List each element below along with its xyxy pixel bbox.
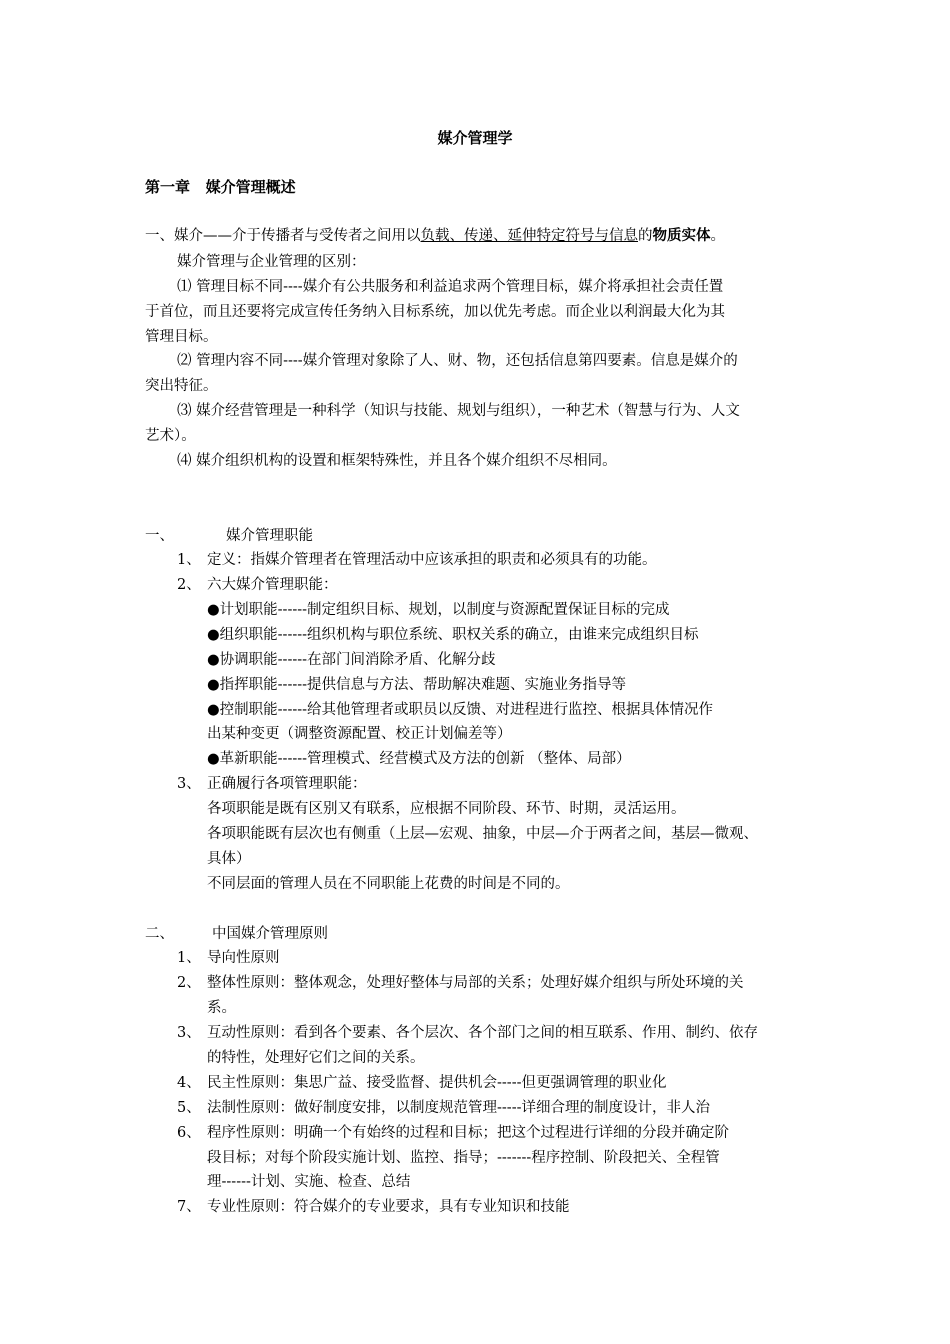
diff-line: ⑵ 管理内容不同----媒介管理对象除了人、财、物，还包括信息第四要素。信息是媒介的 [177, 353, 738, 369]
principle-number: 5、 [177, 1100, 201, 1116]
function-line: ●控制职能------给其他管理者或职员以反馈、对进程进行监控、根据具体情况作 [207, 702, 714, 718]
function-line: ●计划职能------制定组织目标、规划，以制度与资源配置保证目标的完成 [207, 602, 670, 618]
diff-line: 艺术）。 [145, 428, 196, 444]
principle-line: 导向性原则 [207, 950, 280, 966]
section1-title: 媒介管理职能 [226, 528, 313, 544]
diff-line: ⑴ 管理目标不同----媒介有公共服务和利益追求两个管理目标，媒介将承担社会责任置 [177, 279, 724, 295]
principle-line: 段目标；对每个阶段实施计划、监控、指导；-------程序控制、阶段把关、全程管 [207, 1150, 720, 1166]
definition-prefix: 一、媒介——介于传播者与受传者之间用以 [145, 228, 421, 244]
diff-line: ⑶ 媒介经营管理是一种科学（知识与技能、规划与组织），一种艺术（智慧与行为、人文 [177, 403, 740, 419]
section1-item-number: 2、 [177, 577, 201, 593]
principle-number: 1、 [177, 950, 201, 966]
definition-bold: 物质实体 [652, 227, 711, 244]
principle-number: 3、 [177, 1025, 201, 1041]
principle-line: 系。 [207, 1000, 236, 1016]
function-line: ●指挥职能------提供信息与方法、帮助解决难题、实施业务指导等 [207, 677, 627, 693]
item3-line: 具体） [207, 851, 251, 867]
definition-mid: 的 [638, 228, 653, 244]
document-title: 媒介管理学 [437, 129, 513, 147]
principle-line: 程序性原则：明确一个有始终的过程和目标；把这个过程进行详细的分段并确定阶 [207, 1125, 729, 1141]
section1-number: 一、 [145, 528, 174, 544]
section1-item-text: 定义：指媒介管理者在管理活动中应该承担的职责和必须具有的功能。 [207, 552, 657, 568]
diff-line: 管理目标。 [145, 329, 218, 345]
section1-item-number: 1、 [177, 552, 201, 568]
chapter-heading: 第一章 媒介管理概述 [145, 178, 296, 196]
function-line: ●组织职能------组织机构与职位系统、职权关系的确立，由谁来完成组织目标 [207, 627, 699, 643]
principle-number: 4、 [177, 1075, 201, 1091]
section1-item-text: 正确履行各项管理职能： [207, 776, 367, 792]
principle-line: 法制性原则：做好制度安排，以制度规范管理-----详细合理的制度设计，非人治 [207, 1100, 710, 1116]
media-definition [145, 226, 725, 246]
section2-title: 中国媒介管理原则 [212, 926, 328, 942]
principle-line: 互动性原则：看到各个要素、各个层次、各个部门之间的相互联系、作用、制约、依存 [207, 1025, 758, 1041]
diff-line: 突出特征。 [145, 378, 218, 394]
principle-line: 专业性原则：符合媒介的专业要求，具有专业知识和技能 [207, 1199, 570, 1215]
definition-end: 。 [710, 228, 725, 244]
diff-line: ⑷ 媒介组织机构的设置和框架特殊性，并且各个媒介组织不尽相同。 [177, 453, 617, 469]
principle-line: 整体性原则：整体观念，处理好整体与局部的关系；处理好媒介组织与所处环境的关 [207, 975, 744, 991]
diff-line: 于首位，而且还要将完成宣传任务纳入目标系统，加以优先考虑。而企业以利润最大化为其 [145, 304, 725, 320]
function-line: ●协调职能------在部门间消除矛盾、化解分歧 [207, 652, 496, 668]
section1-item-number: 3、 [177, 776, 201, 792]
item3-line: 各项职能是既有区别又有联系，应根据不同阶段、环节、时期，灵活运用。 [207, 801, 686, 817]
section2-number: 二、 [145, 926, 174, 942]
principle-number: 6、 [177, 1125, 201, 1141]
diff-title: 媒介管理与企业管理的区别： [177, 254, 366, 270]
principle-line: 民主性原则：集思广益、接受监督、提供机会-----但更强调管理的职业化 [207, 1075, 667, 1091]
principle-line: 的特性，处理好它们之间的关系。 [207, 1050, 425, 1066]
item3-line: 各项职能既有层次也有侧重（上层—宏观、抽象，中层—介于两者之间，基层—微观、 [207, 826, 758, 842]
principle-number: 7、 [177, 1199, 201, 1215]
definition-underlined: 负载、传递、延伸特定符号与信息 [420, 228, 638, 244]
principle-line: 理------计划、实施、检查、总结 [207, 1174, 411, 1190]
section1-item-text: 六大媒介管理职能： [207, 577, 338, 593]
function-line: ●革新职能------管理模式、经营模式及方法的创新 （整体、局部） [207, 751, 631, 767]
function-line: 出某种变更（调整资源配置、校正计划偏差等） [207, 726, 512, 742]
item3-line: 不同层面的管理人员在不同职能上花费的时间是不同的。 [207, 876, 570, 892]
principle-number: 2、 [177, 975, 201, 991]
